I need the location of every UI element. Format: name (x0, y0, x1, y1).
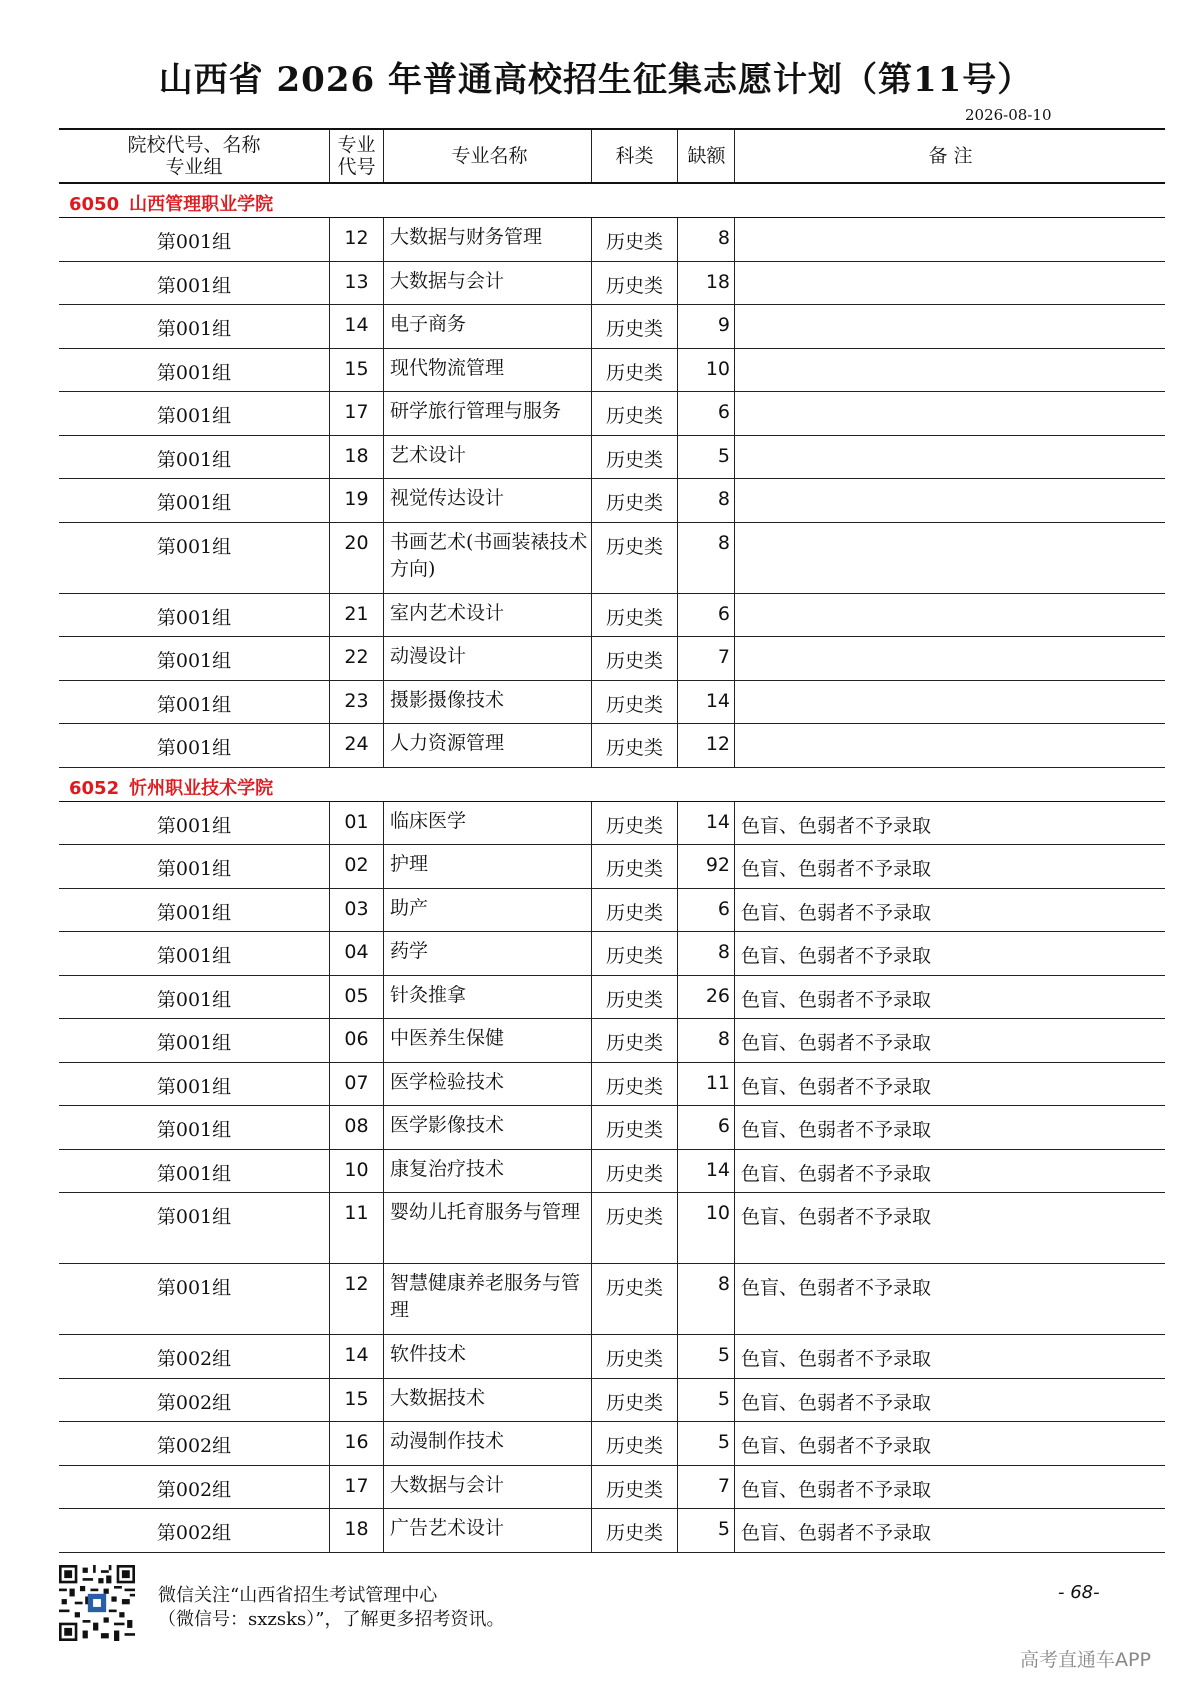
group-cell: 第001组 (59, 1264, 330, 1334)
major-name-cell: 动漫设计 (384, 637, 592, 680)
subject-cell: 历史类 (592, 218, 678, 261)
page-title: 山西省 2026 年普通高校招生征集志愿计划（第11号） (158, 60, 1033, 100)
quota-cell: 8 (678, 523, 735, 593)
group-cell: 第002组 (59, 1335, 330, 1378)
major-code-cell: 17 (330, 1466, 384, 1509)
note-cell (735, 262, 1165, 305)
note-cell: 色盲、色弱者不予录取 (741, 901, 932, 924)
note-cell (735, 637, 1165, 680)
major-code-cell: 11 (330, 1193, 384, 1263)
header-code-line2: 代号 (337, 156, 376, 178)
subject-cell: 历史类 (592, 1019, 678, 1062)
school-name: 忻州职业技术学院 (129, 777, 274, 799)
note-cell: 色盲、色弱者不予录取 (741, 858, 932, 880)
quota-cell: 10 (678, 349, 735, 392)
note-cell: 色盲、色弱者不予录取 (741, 1391, 932, 1414)
note-cell: 色盲、色弱者不予录取 (741, 1119, 932, 1141)
table-row (59, 889, 1165, 933)
major-code-cell: 17 (330, 392, 384, 435)
major-code-cell: 10 (330, 1150, 384, 1193)
header-code (330, 130, 384, 182)
group-cell: 第001组 (59, 889, 330, 932)
table-row (59, 1422, 1165, 1466)
subject-cell: 历史类 (592, 845, 678, 888)
table-row (59, 262, 1165, 306)
subject-cell: 历史类 (592, 349, 678, 392)
quota-cell: 5 (678, 436, 735, 479)
group-cell: 第001组 (59, 523, 330, 593)
group-cell: 第001组 (59, 802, 330, 845)
major-name-cell: 现代物流管理 (384, 349, 592, 392)
group-cell: 第001组 (59, 1106, 330, 1149)
table-row (59, 802, 1165, 846)
header-group-line1: 院校代号、名称 (127, 134, 261, 156)
subject-cell: 历史类 (592, 637, 678, 680)
header-subject: 科类 (592, 130, 678, 182)
quota-cell: 11 (678, 1063, 735, 1106)
subject-cell: 历史类 (592, 1379, 678, 1422)
major-name-cell: 摄影摄像技术 (384, 681, 592, 724)
quota-cell: 8 (678, 479, 735, 522)
table-row (59, 845, 1165, 889)
major-name-cell: 中医养生保健 (384, 1019, 592, 1062)
subject-cell: 历史类 (592, 1264, 678, 1334)
major-name-cell: 电子商务 (384, 305, 592, 348)
note-cell: 色盲、色弱者不予录取 (741, 945, 932, 967)
quota-cell: 10 (678, 1193, 735, 1263)
note-cell: 色盲、色弱者不予录取 (741, 988, 932, 1011)
major-name-cell: 护理 (384, 845, 592, 888)
major-name-cell: 动漫制作技术 (384, 1422, 592, 1465)
table-body (59, 184, 1165, 1553)
quota-cell: 12 (678, 724, 735, 767)
major-name-cell: 大数据技术 (384, 1379, 592, 1422)
major-name-cell: 医学影像技术 (384, 1106, 592, 1149)
group-cell: 第002组 (59, 1466, 330, 1509)
major-code-cell: 22 (330, 637, 384, 680)
quota-cell: 5 (678, 1335, 735, 1378)
note-cell: 色盲、色弱者不予录取 (741, 1162, 932, 1185)
subject-cell: 历史类 (592, 479, 678, 522)
table-header (59, 128, 1165, 184)
subject-cell: 历史类 (592, 262, 678, 305)
major-code-cell: 15 (330, 349, 384, 392)
subject-cell: 历史类 (592, 1063, 678, 1106)
group-cell: 第001组 (59, 1150, 330, 1193)
major-name-cell: 人力资源管理 (384, 724, 592, 767)
note-cell (735, 681, 1165, 724)
subject-cell: 历史类 (592, 1422, 678, 1465)
quota-cell: 8 (678, 1019, 735, 1062)
quota-cell: 26 (678, 976, 735, 1019)
group-cell: 第002组 (59, 1379, 330, 1422)
major-name-cell: 婴幼儿托育服务与管理 (384, 1193, 592, 1263)
note-cell: 色盲、色弱者不予录取 (741, 1277, 932, 1299)
table-row (59, 305, 1165, 349)
major-code-cell: 14 (330, 305, 384, 348)
header-code-line1: 专业 (337, 134, 376, 156)
major-name-cell: 室内艺术设计 (384, 594, 592, 637)
group-cell: 第001组 (59, 479, 330, 522)
quota-cell: 8 (678, 1264, 735, 1334)
major-name-cell: 研学旅行管理与服务 (384, 392, 592, 435)
note-cell: 色盲、色弱者不予录取 (741, 1075, 932, 1098)
major-name-cell: 大数据与财务管理 (384, 218, 592, 261)
major-code-cell: 01 (330, 802, 384, 845)
note-cell (735, 436, 1165, 479)
group-cell: 第001组 (59, 349, 330, 392)
major-code-cell: 20 (330, 523, 384, 593)
major-code-cell: 08 (330, 1106, 384, 1149)
quota-cell: 6 (678, 889, 735, 932)
note-cell (735, 523, 1165, 593)
major-name-cell: 针灸推拿 (384, 976, 592, 1019)
table-row (59, 1063, 1165, 1107)
group-cell: 第001组 (59, 637, 330, 680)
group-cell: 第001组 (59, 1193, 330, 1263)
group-cell: 第001组 (59, 436, 330, 479)
table-row (59, 1466, 1165, 1510)
group-cell: 第001组 (59, 392, 330, 435)
subject-cell: 历史类 (592, 724, 678, 767)
subject-cell: 历史类 (592, 681, 678, 724)
major-name-cell: 大数据与会计 (384, 1466, 592, 1509)
group-cell: 第002组 (59, 1422, 330, 1465)
group-cell: 第002组 (59, 1509, 330, 1552)
major-name-cell: 艺术设计 (384, 436, 592, 479)
note-cell: 色盲、色弱者不予录取 (741, 814, 932, 837)
quota-cell: 5 (678, 1422, 735, 1465)
major-name-cell: 广告艺术设计 (384, 1509, 592, 1552)
major-code-cell: 19 (330, 479, 384, 522)
group-cell: 第001组 (59, 594, 330, 637)
header-quota: 缺额 (678, 130, 735, 182)
quota-cell: 6 (678, 1106, 735, 1149)
table-row (59, 392, 1165, 436)
quota-cell: 7 (678, 637, 735, 680)
note-cell (735, 392, 1165, 435)
qr-code-icon (59, 1565, 135, 1641)
quota-cell: 6 (678, 392, 735, 435)
note-cell (735, 479, 1165, 522)
subject-cell: 历史类 (592, 1106, 678, 1149)
major-name-cell: 书画艺术(书画装裱技术方向) (384, 523, 592, 593)
note-cell: 色盲、色弱者不予录取 (741, 1348, 932, 1370)
group-cell: 第001组 (59, 218, 330, 261)
quota-cell: 8 (678, 218, 735, 261)
major-code-cell: 12 (330, 218, 384, 261)
table-row (59, 218, 1165, 262)
major-code-cell: 16 (330, 1422, 384, 1465)
quota-cell: 18 (678, 262, 735, 305)
major-code-cell: 15 (330, 1379, 384, 1422)
group-cell: 第001组 (59, 724, 330, 767)
major-name-cell: 医学检验技术 (384, 1063, 592, 1106)
group-cell: 第001组 (59, 681, 330, 724)
major-name-cell: 药学 (384, 932, 592, 975)
subject-cell: 历史类 (592, 1509, 678, 1552)
subject-cell: 历史类 (592, 523, 678, 593)
school-code: 6050 (69, 194, 120, 215)
table-row (59, 1264, 1165, 1335)
major-name-cell: 智慧健康养老服务与管理 (384, 1264, 592, 1334)
table-row (59, 1193, 1165, 1264)
note-cell: 色盲、色弱者不予录取 (741, 1206, 932, 1228)
major-name-cell: 大数据与会计 (384, 262, 592, 305)
major-code-cell: 05 (330, 976, 384, 1019)
note-cell (735, 594, 1165, 637)
table-row (59, 523, 1165, 594)
major-name-cell: 软件技术 (384, 1335, 592, 1378)
subject-cell: 历史类 (592, 889, 678, 932)
major-code-cell: 04 (330, 932, 384, 975)
subject-cell: 历史类 (592, 436, 678, 479)
major-code-cell: 06 (330, 1019, 384, 1062)
table-row (59, 932, 1165, 976)
table-row (59, 436, 1165, 480)
subject-cell: 历史类 (592, 1193, 678, 1263)
subject-cell: 历史类 (592, 392, 678, 435)
school-label (59, 768, 273, 801)
major-name-cell: 助产 (384, 889, 592, 932)
major-code-cell: 21 (330, 594, 384, 637)
quota-cell: 14 (678, 681, 735, 724)
quota-cell: 92 (678, 845, 735, 888)
table-row (59, 976, 1165, 1020)
table-row (59, 1106, 1165, 1150)
header-major: 专业名称 (384, 130, 592, 182)
major-code-cell: 18 (330, 436, 384, 479)
group-cell: 第001组 (59, 305, 330, 348)
school-row (59, 768, 1165, 802)
major-code-cell: 12 (330, 1264, 384, 1334)
subject-cell: 历史类 (592, 1466, 678, 1509)
major-name-cell: 康复治疗技术 (384, 1150, 592, 1193)
quota-cell: 6 (678, 594, 735, 637)
quota-cell: 5 (678, 1509, 735, 1552)
group-cell: 第001组 (59, 976, 330, 1019)
group-cell: 第001组 (59, 845, 330, 888)
subject-cell: 历史类 (592, 594, 678, 637)
school-label (59, 184, 273, 217)
subject-cell: 历史类 (592, 802, 678, 845)
page-number: - 68- (1058, 1582, 1100, 1603)
note-cell: 色盲、色弱者不予录取 (741, 1478, 932, 1501)
subject-cell: 历史类 (592, 932, 678, 975)
table-row (59, 349, 1165, 393)
quota-cell: 9 (678, 305, 735, 348)
header-group-line2: 专业组 (165, 156, 223, 178)
table-row (59, 724, 1165, 768)
major-code-cell: 18 (330, 1509, 384, 1552)
header-note: 备 注 (928, 145, 973, 167)
major-code-cell: 03 (330, 889, 384, 932)
publish-date: 2026-08-10 (965, 106, 1052, 124)
quota-cell: 5 (678, 1379, 735, 1422)
group-cell: 第001组 (59, 1063, 330, 1106)
quota-cell: 8 (678, 932, 735, 975)
quota-cell: 7 (678, 1466, 735, 1509)
table-row (59, 1509, 1165, 1553)
subject-cell: 历史类 (592, 1335, 678, 1378)
footer-wechat-line2: （微信号：sxzsks）”，了解更多招考资讯。 (158, 1609, 505, 1630)
group-cell: 第001组 (59, 932, 330, 975)
table-row (59, 637, 1165, 681)
school-code: 6052 (69, 777, 120, 799)
note-cell (735, 724, 1165, 767)
plan-table (59, 128, 1165, 1553)
table-row (59, 1150, 1165, 1194)
subject-cell: 历史类 (592, 1150, 678, 1193)
note-cell: 色盲、色弱者不予录取 (741, 1435, 932, 1457)
table-row (59, 1335, 1165, 1379)
note-cell (735, 218, 1165, 261)
table-row (59, 681, 1165, 725)
watermark: 高考直通车APP (1020, 1649, 1151, 1671)
note-cell (735, 305, 1165, 348)
group-cell: 第001组 (59, 1019, 330, 1062)
quota-cell: 14 (678, 1150, 735, 1193)
major-code-cell: 07 (330, 1063, 384, 1106)
major-code-cell: 24 (330, 724, 384, 767)
major-code-cell: 02 (330, 845, 384, 888)
group-cell: 第001组 (59, 262, 330, 305)
major-code-cell: 23 (330, 681, 384, 724)
table-row (59, 1019, 1165, 1063)
major-code-cell: 13 (330, 262, 384, 305)
note-cell: 色盲、色弱者不予录取 (741, 1522, 932, 1544)
table-row (59, 479, 1165, 523)
major-name-cell: 临床医学 (384, 802, 592, 845)
footer-wechat-line1: 微信关注“山西省招生考试管理中心 (158, 1585, 438, 1606)
school-name: 山西管理职业学院 (129, 194, 274, 215)
quota-cell: 14 (678, 802, 735, 845)
subject-cell: 历史类 (592, 976, 678, 1019)
school-row (59, 184, 1165, 218)
major-code-cell: 14 (330, 1335, 384, 1378)
table-row (59, 594, 1165, 638)
note-cell: 色盲、色弱者不予录取 (741, 1032, 932, 1054)
major-name-cell: 视觉传达设计 (384, 479, 592, 522)
table-row (59, 1379, 1165, 1423)
subject-cell: 历史类 (592, 305, 678, 348)
header-group (59, 130, 330, 182)
note-cell (735, 349, 1165, 392)
